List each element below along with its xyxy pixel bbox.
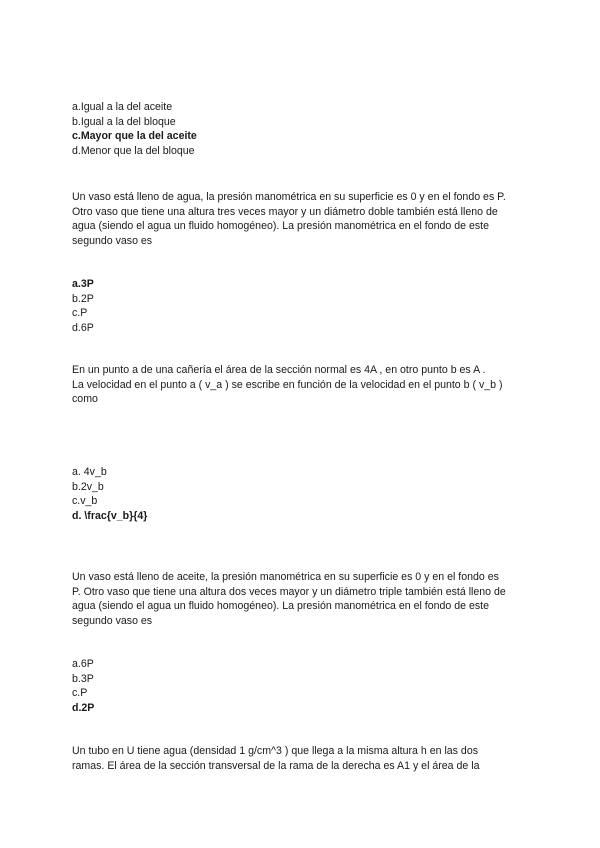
- q2-option-b: b.2v_b: [72, 480, 104, 493]
- q1-line: segundo vaso es: [72, 234, 153, 247]
- q2-option-d: d. \frac{v_b}{4}: [72, 509, 148, 522]
- q2-statement: [72, 363, 532, 407]
- q0-option-d: d.Menor que la del bloque: [72, 144, 195, 157]
- q2-options: [72, 465, 532, 523]
- q0-option-c: c.Mayor que la del aceite: [72, 130, 197, 142]
- q3-line: Un vaso está lleno de aceite, la presión manométrica en su superficie es 0 y en el fondo es: [72, 571, 499, 583]
- q3-line: agua (siendo el agua un fluido homogéneo). La presión manométrica en el fondo de este: [72, 600, 489, 612]
- q4-statement: [72, 744, 532, 773]
- q3-line: segundo vaso es: [72, 614, 153, 627]
- q1-option-c: c.P: [72, 307, 88, 319]
- q1-line: agua (siendo el agua un fluido homogéneo). La presión manométrica en el fondo de este: [72, 220, 489, 232]
- q1-option-d: d.6P: [72, 321, 94, 334]
- q4-line: ramas. El área de la sección transversal de la rama de la derecha es A1 y el área de la: [72, 759, 480, 772]
- q3-line: P. Otro vaso que tiene una altura dos veces mayor y un diámetro triple también está lleno de: [72, 585, 506, 598]
- q4-line: Un tubo en U tiene agua (densidad 1 g/cm^3 ) que llega a la misma altura h en las dos: [72, 745, 479, 757]
- q3-options: [72, 657, 532, 715]
- q1-line: Un vaso está lleno de agua, la presión manométrica en su superficie es 0 y en el fondo es P.: [72, 191, 506, 203]
- q1-options: [72, 277, 532, 335]
- q1-statement: [72, 190, 532, 248]
- q2-line: La velocidad en el punto a ( v_a ) se escribe en función de la velocidad en el punto b ( v_b ): [72, 378, 503, 391]
- q3-option-b: b.3P: [72, 672, 94, 685]
- q2-line: En un punto a de una cañería el área de la sección normal es 4A , en otro punto b es A .: [72, 364, 486, 376]
- q2-line: como: [72, 393, 98, 405]
- q3-option-a: a.6P: [72, 658, 94, 670]
- q0-option-b: b.Igual a la del bloque: [72, 115, 176, 128]
- q3-option-d: d.2P: [72, 701, 95, 714]
- q3-statement: [72, 570, 532, 628]
- q1-option-a: a.3P: [72, 278, 94, 290]
- q2-option-a: a. 4v_b: [72, 466, 107, 478]
- q2-option-c: c.v_b: [72, 495, 98, 507]
- q0-option-a: a.Igual a la del aceite: [72, 101, 173, 113]
- q3-option-c: c.P: [72, 687, 88, 699]
- q1-option-b: b.2P: [72, 292, 94, 305]
- q0-options: [72, 100, 532, 158]
- q1-line: Otro vaso que tiene una altura tres veces mayor y un diámetro doble también está lleno de: [72, 205, 498, 218]
